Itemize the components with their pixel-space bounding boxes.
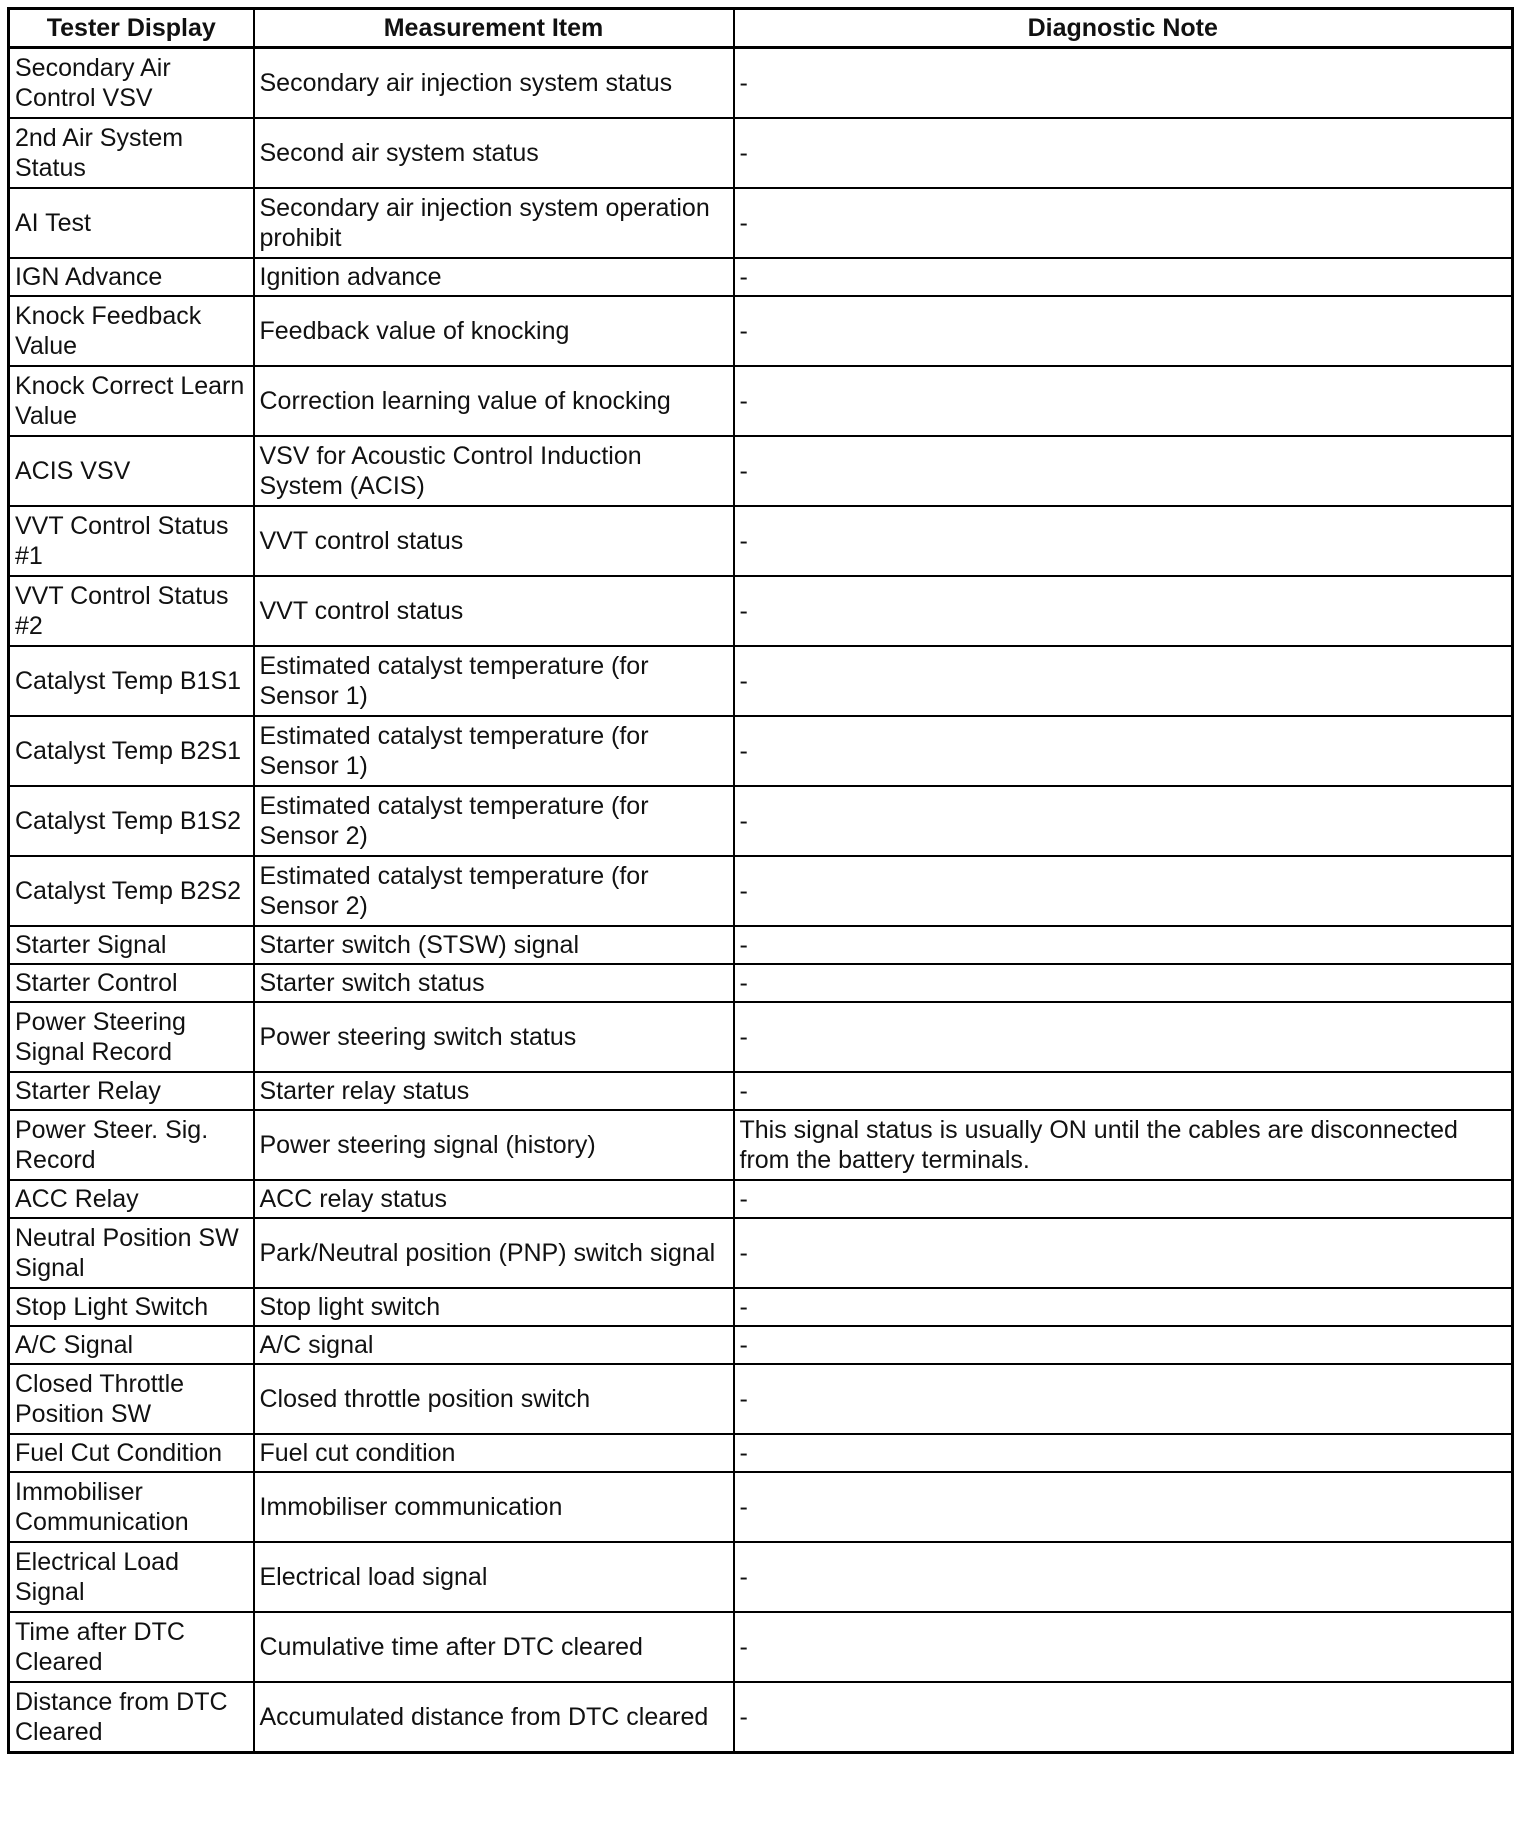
tester-display-cell: Neutral Position SW Signal [9, 1218, 254, 1288]
diagnostic-note-cell: - [734, 1326, 1513, 1364]
table-row [9, 576, 1513, 646]
measurement-item-cell: VVT control status [254, 576, 734, 646]
table-row [9, 926, 1513, 964]
tester-display-cell: Starter Relay [9, 1072, 254, 1110]
tester-display-cell: VVT Control Status #1 [9, 506, 254, 576]
measurement-item-cell: Estimated catalyst temperature (for Sensor 2) [254, 786, 734, 856]
diagnostic-note-cell: - [734, 296, 1513, 366]
tester-display-cell: Starter Control [9, 964, 254, 1002]
diagnostic-note-cell: - [734, 964, 1513, 1002]
table-row [9, 1288, 1513, 1326]
tester-display-cell: Catalyst Temp B2S2 [9, 856, 254, 926]
diagnostic-note-cell: - [734, 646, 1513, 716]
table-row [9, 1434, 1513, 1472]
tester-display-cell: Starter Signal [9, 926, 254, 964]
measurement-item-cell: Secondary air injection system status [254, 48, 734, 119]
header-tester-display: Tester Display [9, 9, 254, 48]
measurement-item-cell: A/C signal [254, 1326, 734, 1364]
tester-display-cell: Distance from DTC Cleared [9, 1682, 254, 1753]
tester-display-cell: Catalyst Temp B1S1 [9, 646, 254, 716]
diagnostic-note-cell: - [734, 716, 1513, 786]
header-row [9, 9, 1513, 48]
tester-display-cell: Electrical Load Signal [9, 1542, 254, 1612]
table-row [9, 786, 1513, 856]
measurement-item-cell: Stop light switch [254, 1288, 734, 1326]
tester-display-cell: IGN Advance [9, 258, 254, 296]
diagnostic-note-cell: - [734, 436, 1513, 506]
measurement-item-cell: Starter switch (STSW) signal [254, 926, 734, 964]
diagnostic-note-cell: - [734, 786, 1513, 856]
measurement-item-cell: ACC relay status [254, 1180, 734, 1218]
diagnostic-note-cell: - [734, 576, 1513, 646]
diagnostic-note-cell: - [734, 1542, 1513, 1612]
tester-display-cell: Stop Light Switch [9, 1288, 254, 1326]
measurement-item-cell: Correction learning value of knocking [254, 366, 734, 436]
table-row [9, 1072, 1513, 1110]
table-row [9, 506, 1513, 576]
measurement-item-cell: Power steering signal (history) [254, 1110, 734, 1180]
measurement-item-cell: Secondary air injection system operation prohibit [254, 188, 734, 258]
table-row [9, 436, 1513, 506]
table-row [9, 1364, 1513, 1434]
diagnostic-note-cell: - [734, 926, 1513, 964]
tester-display-cell: ACC Relay [9, 1180, 254, 1218]
table-row [9, 1682, 1513, 1753]
measurement-item-cell: Starter switch status [254, 964, 734, 1002]
table-row [9, 1542, 1513, 1612]
table-row [9, 118, 1513, 188]
table-row [9, 1326, 1513, 1364]
measurement-item-cell: Fuel cut condition [254, 1434, 734, 1472]
measurement-item-cell: VVT control status [254, 506, 734, 576]
measurement-item-cell: Power steering switch status [254, 1002, 734, 1072]
measurement-item-cell: Feedback value of knocking [254, 296, 734, 366]
diagnostic-note-cell: - [734, 1218, 1513, 1288]
table-row [9, 1612, 1513, 1682]
tester-display-cell: Catalyst Temp B2S1 [9, 716, 254, 786]
table-row [9, 1180, 1513, 1218]
diagnostic-note-cell: - [734, 506, 1513, 576]
measurement-item-cell: VSV for Acoustic Control Induction System (ACIS) [254, 436, 734, 506]
diagnostic-note-cell: - [734, 1682, 1513, 1753]
measurement-item-cell: Cumulative time after DTC cleared [254, 1612, 734, 1682]
table-row [9, 366, 1513, 436]
table-body [9, 48, 1513, 1753]
diagnostic-note-cell: - [734, 1434, 1513, 1472]
table-row [9, 716, 1513, 786]
measurement-item-cell: Estimated catalyst temperature (for Sensor 1) [254, 716, 734, 786]
data-list-table [7, 7, 1514, 1754]
table-row [9, 1002, 1513, 1072]
tester-display-cell: Power Steer. Sig. Record [9, 1110, 254, 1180]
tester-display-cell: Catalyst Temp B1S2 [9, 786, 254, 856]
measurement-item-cell: Starter relay status [254, 1072, 734, 1110]
diagnostic-note-cell: - [734, 1002, 1513, 1072]
diagnostic-note-cell: - [734, 366, 1513, 436]
tester-display-cell: Knock Correct Learn Value [9, 366, 254, 436]
diagnostic-note-cell: This signal status is usually ON until the cables are disconnected from the battery terminals. [734, 1110, 1513, 1180]
measurement-item-cell: Estimated catalyst temperature (for Sensor 2) [254, 856, 734, 926]
measurement-item-cell: Closed throttle position switch [254, 1364, 734, 1434]
table-row [9, 258, 1513, 296]
diagnostic-note-cell: - [734, 1612, 1513, 1682]
tester-display-cell: Secondary Air Control VSV [9, 48, 254, 119]
measurement-item-cell: Electrical load signal [254, 1542, 734, 1612]
tester-display-cell: Immobiliser Communication [9, 1472, 254, 1542]
table-row [9, 1472, 1513, 1542]
table-row [9, 296, 1513, 366]
measurement-item-cell: Immobiliser communication [254, 1472, 734, 1542]
diagnostic-note-cell: - [734, 1364, 1513, 1434]
tester-display-cell: AI Test [9, 188, 254, 258]
diagnostic-note-cell: - [734, 856, 1513, 926]
measurement-item-cell: Accumulated distance from DTC cleared [254, 1682, 734, 1753]
table-header [9, 9, 1513, 48]
header-diagnostic-note: Diagnostic Note [734, 9, 1513, 48]
tester-display-cell: VVT Control Status #2 [9, 576, 254, 646]
header-measurement-item: Measurement Item [254, 9, 734, 48]
tester-display-cell: Time after DTC Cleared [9, 1612, 254, 1682]
tester-display-cell: Power Steering Signal Record [9, 1002, 254, 1072]
tester-display-cell: Fuel Cut Condition [9, 1434, 254, 1472]
diagnostic-note-cell: - [734, 258, 1513, 296]
tester-display-cell: Closed Throttle Position SW [9, 1364, 254, 1434]
measurement-item-cell: Estimated catalyst temperature (for Sensor 1) [254, 646, 734, 716]
table-row [9, 964, 1513, 1002]
measurement-item-cell: Second air system status [254, 118, 734, 188]
table-row [9, 48, 1513, 119]
table-row [9, 1110, 1513, 1180]
measurement-item-cell: Park/Neutral position (PNP) switch signal [254, 1218, 734, 1288]
table-row [9, 1218, 1513, 1288]
tester-display-cell: A/C Signal [9, 1326, 254, 1364]
tester-display-cell: 2nd Air System Status [9, 118, 254, 188]
diagnostic-note-cell: - [734, 1072, 1513, 1110]
table-row [9, 646, 1513, 716]
diagnostic-note-cell: - [734, 1288, 1513, 1326]
diagnostic-note-cell: - [734, 48, 1513, 119]
diagnostic-note-cell: - [734, 1472, 1513, 1542]
measurement-item-cell: Ignition advance [254, 258, 734, 296]
table-row [9, 856, 1513, 926]
tester-display-cell: Knock Feedback Value [9, 296, 254, 366]
diagnostic-note-cell: - [734, 118, 1513, 188]
tester-display-cell: ACIS VSV [9, 436, 254, 506]
table-row [9, 188, 1513, 258]
diagnostic-note-cell: - [734, 188, 1513, 258]
diagnostic-note-cell: - [734, 1180, 1513, 1218]
